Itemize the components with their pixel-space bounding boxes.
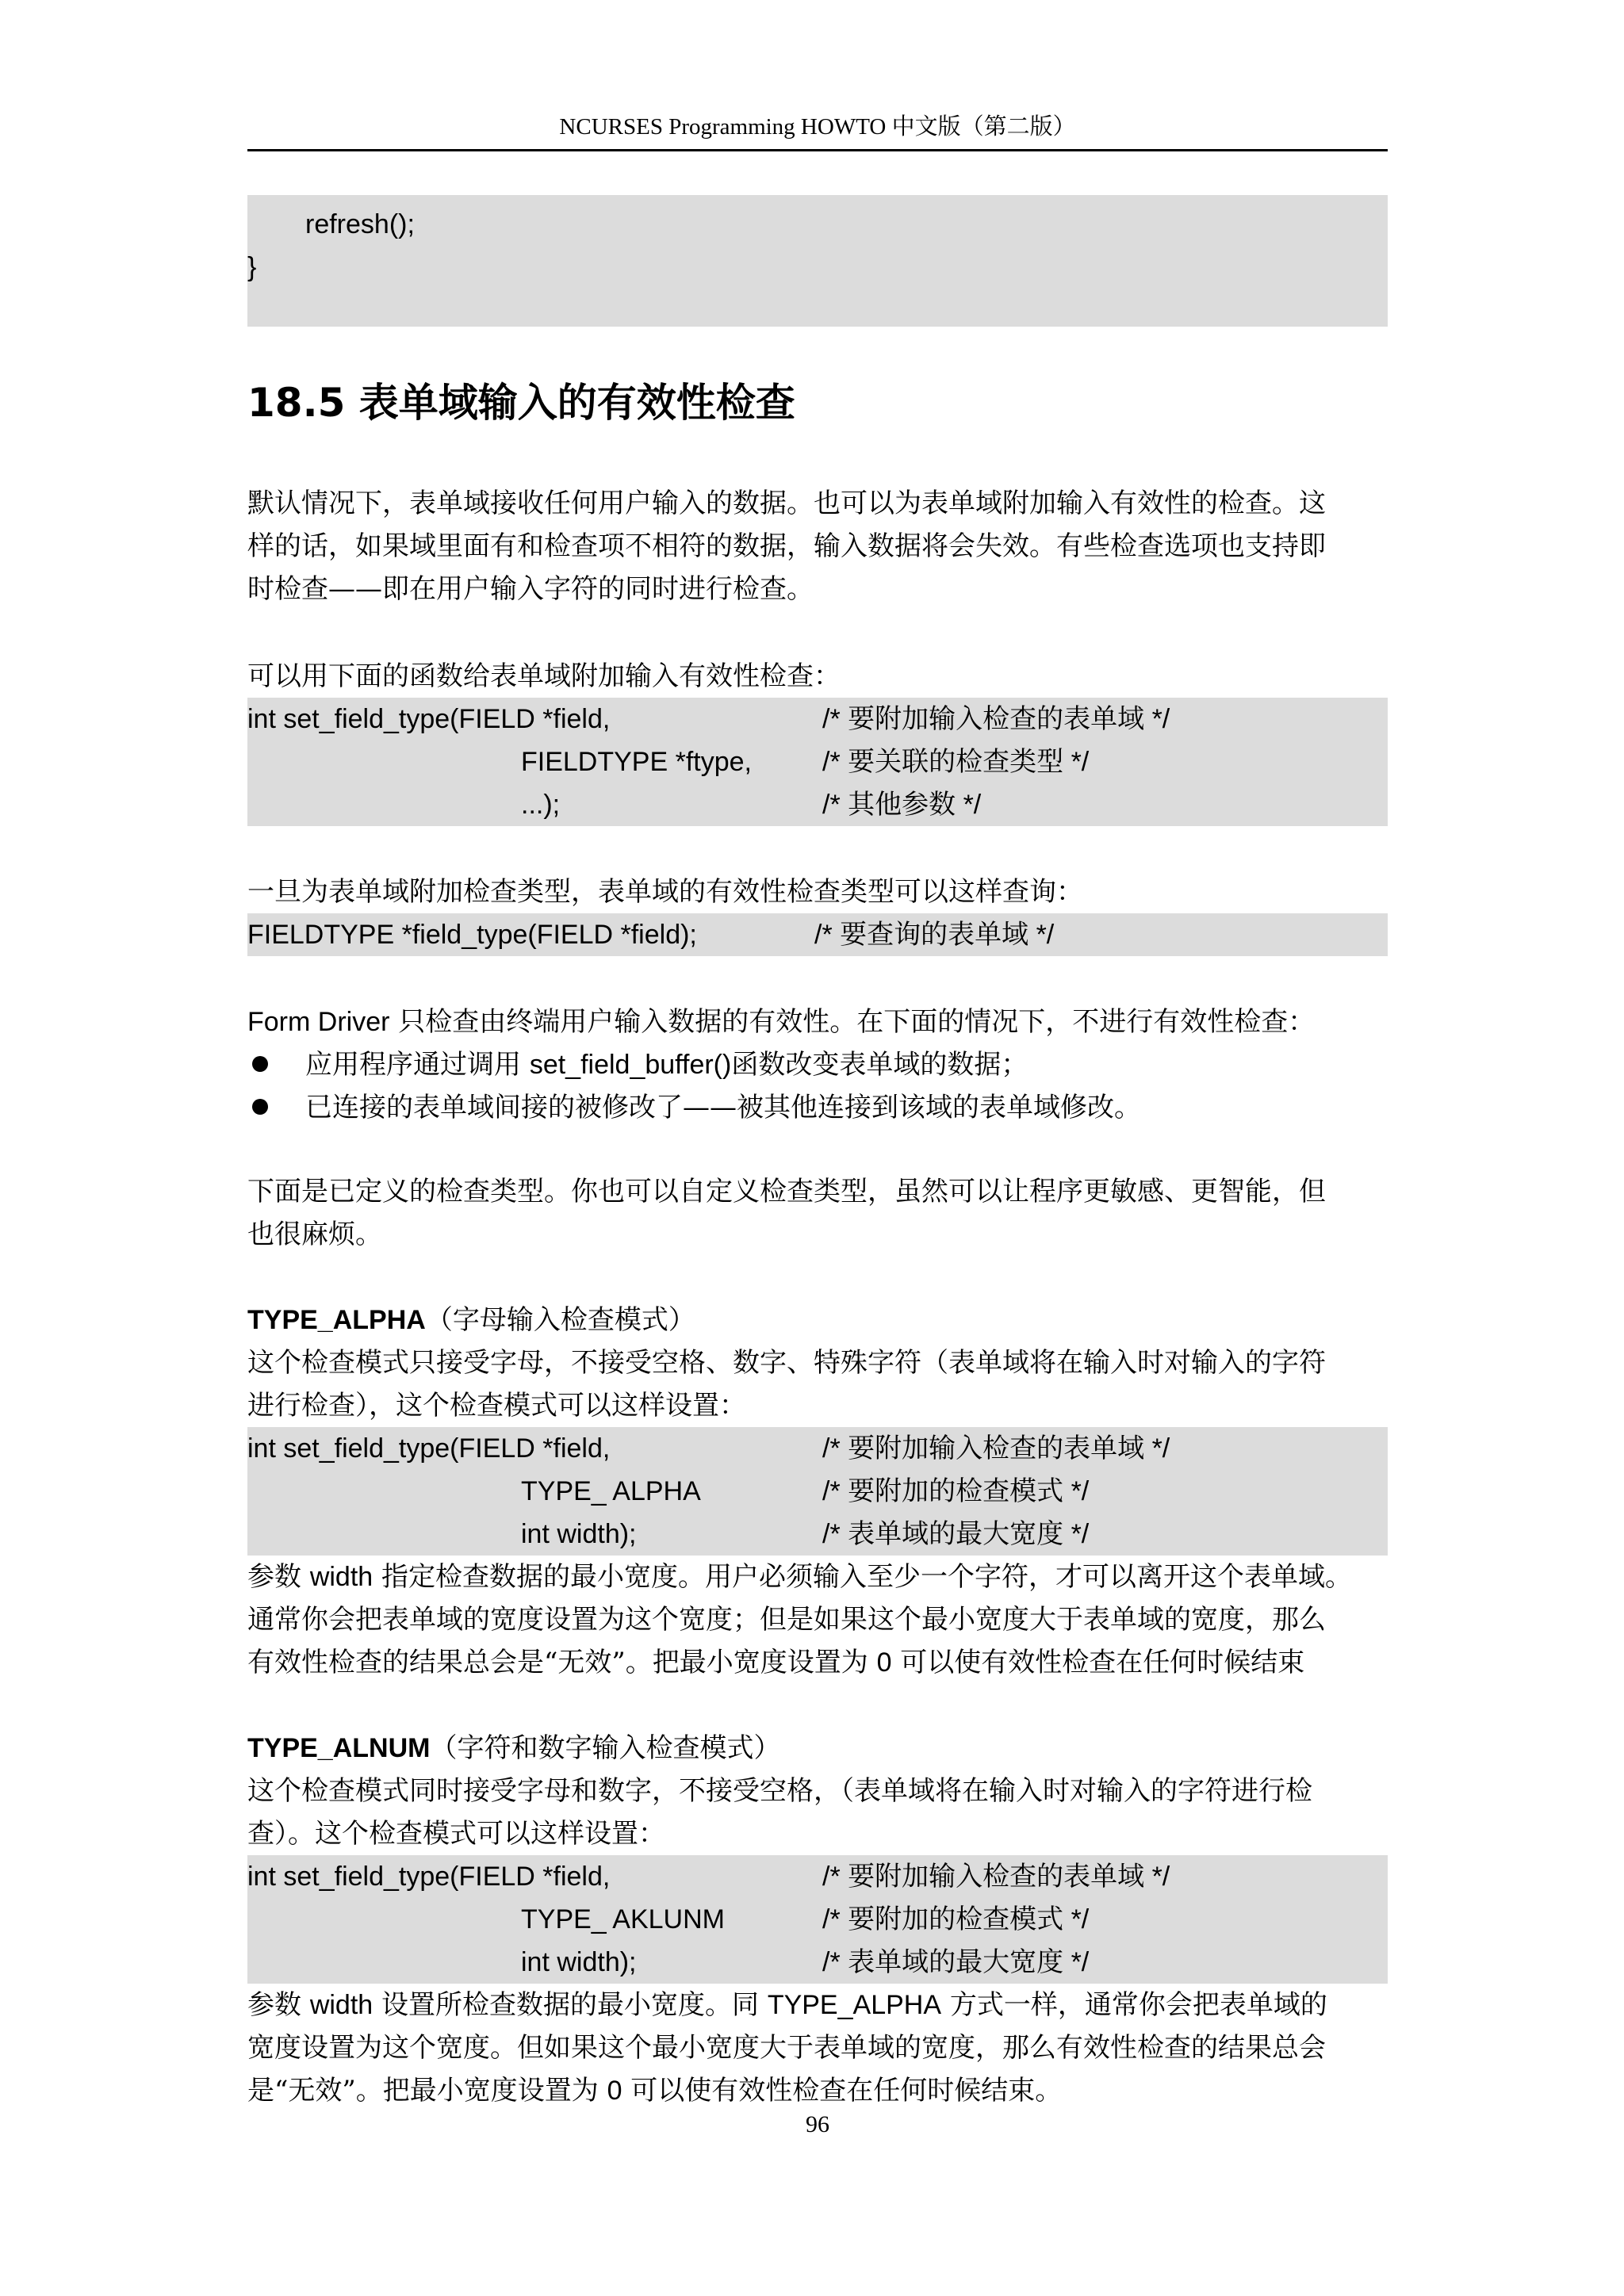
- code-line: ...);: [521, 790, 561, 820]
- bullet-text: 已连接的表单域间接的被修改了——被其他连接到该域的表单域修改。: [305, 1092, 1141, 1123]
- inline-text: 函数改变表单域的数据；: [731, 1049, 1028, 1081]
- query-intro: [247, 871, 1388, 913]
- bullet-text: [305, 1043, 1028, 1086]
- type-desc: （字符和数字输入检查模式）: [430, 1732, 781, 1764]
- running-header: NCURSES Programming HOWTO 中文版（第二版）: [559, 114, 1076, 140]
- type-desc: （字母输入检查模式）: [425, 1304, 695, 1336]
- inline-text: 可以使有效性检查在任何时候结束: [891, 1647, 1305, 1678]
- intro-paragraph: [247, 482, 1388, 610]
- text-line: 样的话，如果域里面有和检查项不相符的数据，输入数据将会失效。有些检查选项也支持即: [247, 530, 1326, 562]
- code-comment: /* 表单域的最大宽度 */: [822, 1947, 1090, 1977]
- inline-text: 可以使有效性检查在任何时候结束。: [622, 2075, 1063, 2107]
- code-comment: /* 要附加的检查模式 */: [822, 1476, 1090, 1506]
- code-line: FIELDTYPE *field_type(FIELD *field);: [247, 920, 697, 950]
- code-comment: /* 要附加输入检查的表单域 */: [822, 704, 1170, 734]
- bullet-dot-icon: [252, 1056, 268, 1072]
- code-comment: /* 表单域的最大宽度 */: [822, 1519, 1090, 1549]
- code-block-continuation: [247, 195, 1388, 327]
- text-line: [247, 1984, 1388, 2026]
- text-line: [247, 2069, 1388, 2112]
- inline-code: width: [309, 1990, 373, 2020]
- inline-text: 是“无效”。把最小宽度设置为: [247, 2075, 607, 2107]
- code-comment: /* 要关联的检查类型 */: [822, 747, 1090, 777]
- form-driver-paragraph: [247, 1001, 1388, 1043]
- text-line: 可以用下面的函数给表单域附加输入有效性检查：: [247, 660, 841, 692]
- code-block-field-type: [247, 913, 1388, 956]
- code-line: int set_field_type(FIELD *field,: [247, 1862, 611, 1892]
- subheading: [247, 1727, 1388, 1770]
- set-type-intro: [247, 655, 1388, 698]
- code-comment: /* 要查询的表单域 */: [814, 920, 1055, 950]
- inline-text: 只检查由终端用户输入数据的有效性。在下面的情况下，不进行有效性检查：: [389, 1006, 1316, 1038]
- text-line: 查）。这个检查模式可以这样设置：: [247, 1818, 665, 1850]
- code-line: int set_field_type(FIELD *field,: [247, 704, 611, 734]
- code-line: int set_field_type(FIELD *field,: [247, 1433, 611, 1464]
- code-block-type-alpha: [247, 1427, 1388, 1556]
- code-line: int width);: [521, 1947, 637, 1977]
- text-line: 这个检查模式同时接受字母和数字，不接受空格，（表单域将在输入时对输入的字符进行检: [247, 1775, 1312, 1807]
- inline-text: 设置所检查数据的最小宽度。同: [373, 1989, 768, 2021]
- type-alnum-notes: [247, 1984, 1388, 2112]
- text-line: 时检查——即在用户输入字符的同时进行检查。: [247, 573, 814, 605]
- inline-code: 0: [876, 1647, 892, 1678]
- bullet-item: [247, 1043, 1388, 1086]
- type-alnum-section: [247, 1727, 1388, 1855]
- inline-code: width: [309, 1562, 373, 1592]
- code-line: TYPE_ ALPHA: [521, 1476, 701, 1506]
- text-line: 通常你会把表单域的宽度设置为这个宽度；但是如果这个最小宽度大于表单域的宽度，那么: [247, 1604, 1326, 1636]
- type-alpha-notes: [247, 1556, 1388, 1684]
- inline-text: 参数: [247, 1989, 310, 2021]
- text-line: [247, 1641, 1388, 1684]
- text-line: [247, 1001, 1388, 1043]
- text-line: [247, 1556, 1388, 1598]
- text-line: 宽度设置为这个宽度。但如果这个最小宽度大于表单域的宽度，那么有效性检查的结果总会: [247, 2032, 1326, 2064]
- code-line: int width);: [521, 1519, 637, 1549]
- inline-text: 指定检查数据的最小宽度。用户必须输入至少一个字符，才可以离开这个表单域。: [373, 1561, 1352, 1593]
- inline-text: 参数: [247, 1561, 310, 1593]
- text-line: 也很麻烦。: [247, 1219, 382, 1250]
- inline-text: 方式一样，通常你会把表单域的: [941, 1989, 1327, 2021]
- code-comment: /* 其他参数 */: [822, 790, 982, 820]
- page-number: 96: [806, 2111, 829, 2137]
- code-line: TYPE_ AKLUNM: [521, 1904, 725, 1934]
- inline-text: 有效性检查的结果总会是“无效”。把最小宽度设置为: [247, 1647, 877, 1678]
- text-line: 进行检查），这个检查模式可以这样设置：: [247, 1390, 746, 1422]
- text-line: 默认情况下，表单域接收任何用户输入的数据。也可以为表单域附加输入有效性的检查。这: [247, 488, 1326, 519]
- type-name: TYPE_ALPHA: [247, 1305, 426, 1335]
- type-alpha-section: [247, 1299, 1388, 1427]
- code-comment: /* 要附加输入检查的表单域 */: [822, 1862, 1170, 1892]
- defined-types-paragraph: [247, 1170, 1388, 1256]
- code-block-type-alnum: [247, 1855, 1388, 1984]
- text-line: 这个检查模式只接受字母，不接受空格、数字、特殊字符（表单域将在输入时对输入的字符: [247, 1347, 1326, 1379]
- inline-term: Form Driver: [247, 1007, 390, 1037]
- subheading: [247, 1299, 1388, 1341]
- text-line: 下面是已定义的检查类型。你也可以自定义检查类型，虽然可以让程序更敏感、更智能，但: [247, 1176, 1326, 1207]
- inline-code: TYPE_ALPHA: [767, 1990, 942, 2020]
- bullet-item: [247, 1086, 1388, 1129]
- bullet-dot-icon: [252, 1099, 268, 1115]
- text-line: 一旦为表单域附加检查类型，表单域的有效性检查类型可以这样查询：: [247, 876, 1083, 908]
- code-line: refresh();: [305, 209, 415, 239]
- code-line: FIELDTYPE *ftype,: [521, 747, 752, 777]
- header-rule: [247, 149, 1388, 151]
- code-block-set-field-type: [247, 698, 1388, 826]
- type-name: TYPE_ALNUM: [247, 1733, 431, 1763]
- code-comment: /* 要附加输入检查的表单域 */: [822, 1433, 1170, 1464]
- inline-code: set_field_buffer(): [529, 1050, 732, 1080]
- section-title: 18.5 表单域输入的有效性检查: [247, 380, 795, 426]
- code-comment: /* 要附加的检查模式 */: [822, 1904, 1090, 1934]
- code-line: }: [247, 252, 257, 282]
- inline-text: 应用程序通过调用: [305, 1049, 530, 1081]
- inline-code: 0: [607, 2076, 622, 2106]
